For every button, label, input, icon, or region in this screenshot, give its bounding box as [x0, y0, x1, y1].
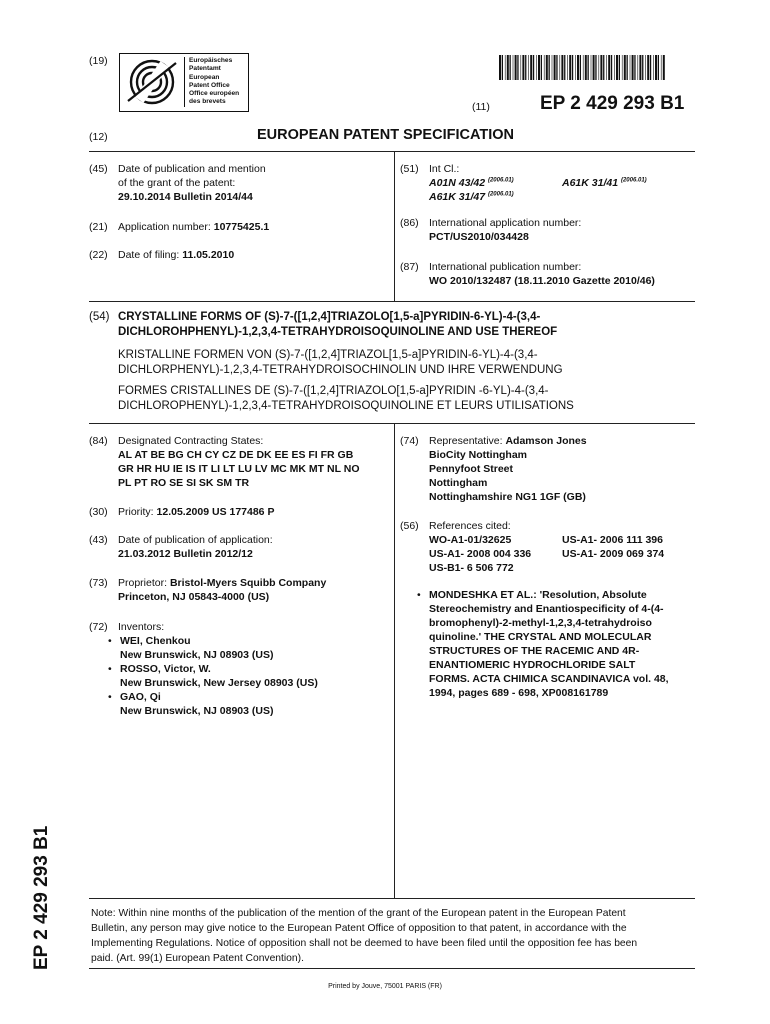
header-rule [89, 151, 695, 152]
office-line: des brevets [189, 98, 226, 106]
inventor-name: • ROSSO, Victor, W. [120, 663, 211, 675]
epo-logo-box [119, 53, 249, 112]
inid-code: (45) [89, 163, 108, 175]
column-divider-top [394, 152, 395, 301]
proprietor-address: Princeton, NJ 05843-4000 (US) [118, 591, 270, 603]
designated-states: PL PT RO SE SI SK SM TR [118, 477, 250, 489]
inid-code: (73) [89, 577, 108, 589]
grant-date: 29.10.2014 Bulletin 2014/44 [118, 191, 253, 203]
designated-states: AL AT BE BG CH CY CZ DE DK EE ES FI FR GB [118, 449, 354, 461]
code-11: (11) [472, 101, 490, 113]
list-item [106, 662, 318, 690]
npl-reference-line: STRUCTURES OF THE RACEMIC AND 4R- [429, 645, 640, 657]
title-fr [118, 384, 699, 414]
npl-list [415, 588, 700, 700]
npl-reference-line: Stereochemistry and Enantiospecificity of 4-(4- [429, 603, 664, 615]
application-number: 10775425.1 [213, 221, 270, 233]
title-en-line: CRYSTALLINE FORMS OF (S)-7-([1,2,4]TRIAZOLO[1,5-a]PYRIDIN-6-YL)-4-(3,4- [118, 311, 541, 323]
field-54 [89, 310, 699, 414]
title-top-rule [89, 301, 695, 302]
title-de-line: DICHLORPHENYL)-1,2,3,4-TETRAHYDROISOCHINOLIN UND IHRE VERWENDUNG [118, 364, 563, 376]
inid-code: (54) [89, 311, 110, 323]
field-label: Representative: [429, 435, 506, 447]
field-label: Inventors: [118, 621, 165, 633]
inventor-name: • GAO, Qi [120, 691, 161, 703]
inventor-address: New Brunswick, NJ 08903 (US) [120, 649, 274, 661]
reference: US-B1- 6 506 772 [429, 562, 514, 574]
references-right [562, 533, 664, 561]
npl-reference-line: FORMS. ACTA CHIMICA SCANDINAVICA vol. 48, [429, 673, 669, 685]
inid-code: (43) [89, 534, 108, 546]
title-de [118, 348, 699, 378]
field-label: of the grant of the patent: [118, 177, 236, 189]
field-73 [89, 576, 326, 604]
opposition-note [91, 906, 637, 966]
representative-address: Nottinghamshire NG1 1GF (GB) [429, 491, 586, 503]
field-label: Date of publication of application: [118, 534, 273, 546]
column-divider-main [394, 424, 395, 898]
npl-reference-line: quinoline.' THE CRYSTAL AND MOLECULAR [429, 631, 652, 643]
inid-code: (22) [89, 249, 108, 261]
printer-line: Printed by Jouve, 75001 PARIS (FR) [328, 983, 442, 990]
inid-code: (87) [400, 261, 419, 273]
doc-title: EUROPEAN PATENT SPECIFICATION [257, 127, 514, 143]
npl-reference-line: 1994, pages 689 - 698, XP008161789 [429, 687, 609, 699]
office-line: Europäisches [189, 57, 233, 64]
field-label: Date of publication and mention [118, 163, 266, 175]
field-label: Priority: [118, 506, 157, 518]
field-label: Proprietor: [118, 577, 170, 589]
inid-code: (30) [89, 506, 108, 518]
title-fr-line: FORMES CRISTALLINES DE (S)-7-([1,2,4]TRIAZOLO[1,5-a]PYRIDIN -6-YL)-4-(3,4- [118, 385, 549, 397]
barcode [499, 55, 667, 80]
representative-address: Pennyfoot Street [429, 463, 514, 475]
npl-reference-line: • MONDESHKA ET AL.: 'Resolution, Absolute [429, 589, 647, 601]
field-45 [89, 162, 266, 204]
title-en [118, 310, 699, 340]
list-item [106, 690, 318, 718]
note-bottom-rule [89, 968, 695, 969]
field-86 [400, 216, 581, 244]
title-bottom-rule [89, 423, 695, 424]
representative-address: Nottingham [429, 477, 488, 489]
office-line: Patentamt [189, 65, 221, 73]
title-de-line: KRISTALLINE FORMEN VON (S)-7-([1,2,4]TRIAZOL[1,5-a]PYRIDIN-6-YL)-4-(3,4- [118, 349, 538, 361]
inid-code: (21) [89, 221, 108, 233]
filing-date: 11.05.2010 [182, 249, 235, 261]
proprietor-name: Bristol-Myers Squibb Company [169, 577, 327, 589]
field-label: Designated Contracting States: [118, 435, 264, 447]
reference: US-A1- 2008 004 336 [429, 548, 532, 560]
field-74 [400, 434, 587, 504]
ipc-version: (2006.01) [487, 177, 514, 184]
field-label: International publication number: [429, 261, 582, 273]
field-label: Date of filing: [118, 249, 183, 261]
field-72 [89, 620, 318, 718]
intl-application-number: PCT/US2010/034428 [429, 231, 529, 243]
ipc-version: (2006.01) [487, 191, 514, 198]
inid-code: (56) [400, 520, 419, 532]
side-publication-number: EP 2 429 293 B1 [31, 825, 52, 970]
ipc-class: A61K 31/41 [562, 177, 619, 189]
priority-value: 12.05.2009 US 177486 P [156, 506, 275, 518]
office-line: Office européen [189, 90, 240, 98]
ipc-class: A61K 31/47 [429, 191, 486, 203]
note-line: Implementing Regulations. Notice of opposition shall not be deemed to have been filed until the opposition fee has been [91, 938, 638, 949]
code-19: (19) [89, 55, 108, 67]
field-label: International application number: [429, 217, 582, 229]
code-12: (12) [89, 131, 108, 143]
field-label: Int Cl.: [429, 163, 460, 175]
title-en-line: DICHLOROHPHENYL)-1,2,3,4-TETRAHYDROISOQUINOLINE AND USE THEREOF [118, 326, 558, 338]
inid-code: (74) [400, 435, 419, 447]
field-84 [89, 434, 360, 490]
inventor-name: • WEI, Chenkou [120, 635, 191, 647]
reference: US-A1- 2006 111 396 [562, 534, 663, 546]
epo-logo-divider [184, 57, 185, 107]
field-51 [400, 162, 700, 204]
ipc-version: (2006.01) [620, 177, 647, 184]
note-line: Bulletin, any person may give notice to the European Patent Office of opposition to that patent, in accordance with the [91, 923, 627, 934]
inid-code: (51) [400, 163, 419, 175]
note-line: Note: Within nine months of the publication of the mention of the grant of the European patent in the European Patent [91, 908, 626, 919]
designated-states: GR HR HU IE IS IT LI LT LU LV MC MK MT NL NO [118, 463, 360, 475]
ipc-class: A01N 43/42 [429, 177, 486, 189]
field-label: Application number: [118, 221, 214, 233]
references-left [429, 533, 531, 575]
inventor-address: New Brunswick, New Jersey 08903 (US) [120, 677, 318, 689]
representative-address: BioCity Nottingham [429, 449, 527, 461]
field-label: References cited: [429, 520, 511, 532]
publication-number: EP 2 429 293 B1 [540, 93, 685, 114]
office-line: Patent Office [189, 81, 230, 89]
representative-name: Adamson Jones [505, 435, 587, 447]
inid-code: (84) [89, 435, 108, 447]
field-30 [89, 505, 274, 519]
field-43 [89, 533, 273, 561]
list-item [415, 588, 700, 700]
note-top-rule [89, 898, 695, 899]
intl-publication-number: WO 2010/132487 (18.11.2010 Gazette 2010/46) [429, 275, 655, 287]
npl-reference-line: bromophenyl)-2-methyl-1,2,3,4-tetrahydroiso [429, 617, 652, 629]
inid-code: (72) [89, 621, 108, 633]
note-line: paid. (Art. 99(1) European Patent Convention). [91, 953, 304, 964]
office-line: European [189, 73, 220, 81]
reference: WO-A1-01/32625 [429, 534, 512, 546]
reference: US-A1- 2009 069 374 [562, 548, 665, 560]
field-87 [400, 260, 655, 288]
inventor-address: New Brunswick, NJ 08903 (US) [120, 705, 274, 717]
list-item [106, 634, 318, 662]
inventor-list [106, 634, 318, 718]
field-56 [400, 519, 700, 700]
application-publication-date: 21.03.2012 Bulletin 2012/12 [118, 548, 253, 560]
epo-logo-icon [124, 57, 182, 107]
field-22 [89, 248, 234, 262]
title-fr-line: DICHLOROPHENYL)-1,2,3,4-TETRAHYDROISOQUINOLINE ET LEURS UTILISATIONS [118, 400, 574, 412]
inid-code: (86) [400, 217, 419, 229]
field-21 [89, 220, 269, 234]
office-name [189, 57, 239, 107]
npl-reference-line: ENANTIOMERIC HYDROCHLORIDE SALT [429, 659, 636, 671]
